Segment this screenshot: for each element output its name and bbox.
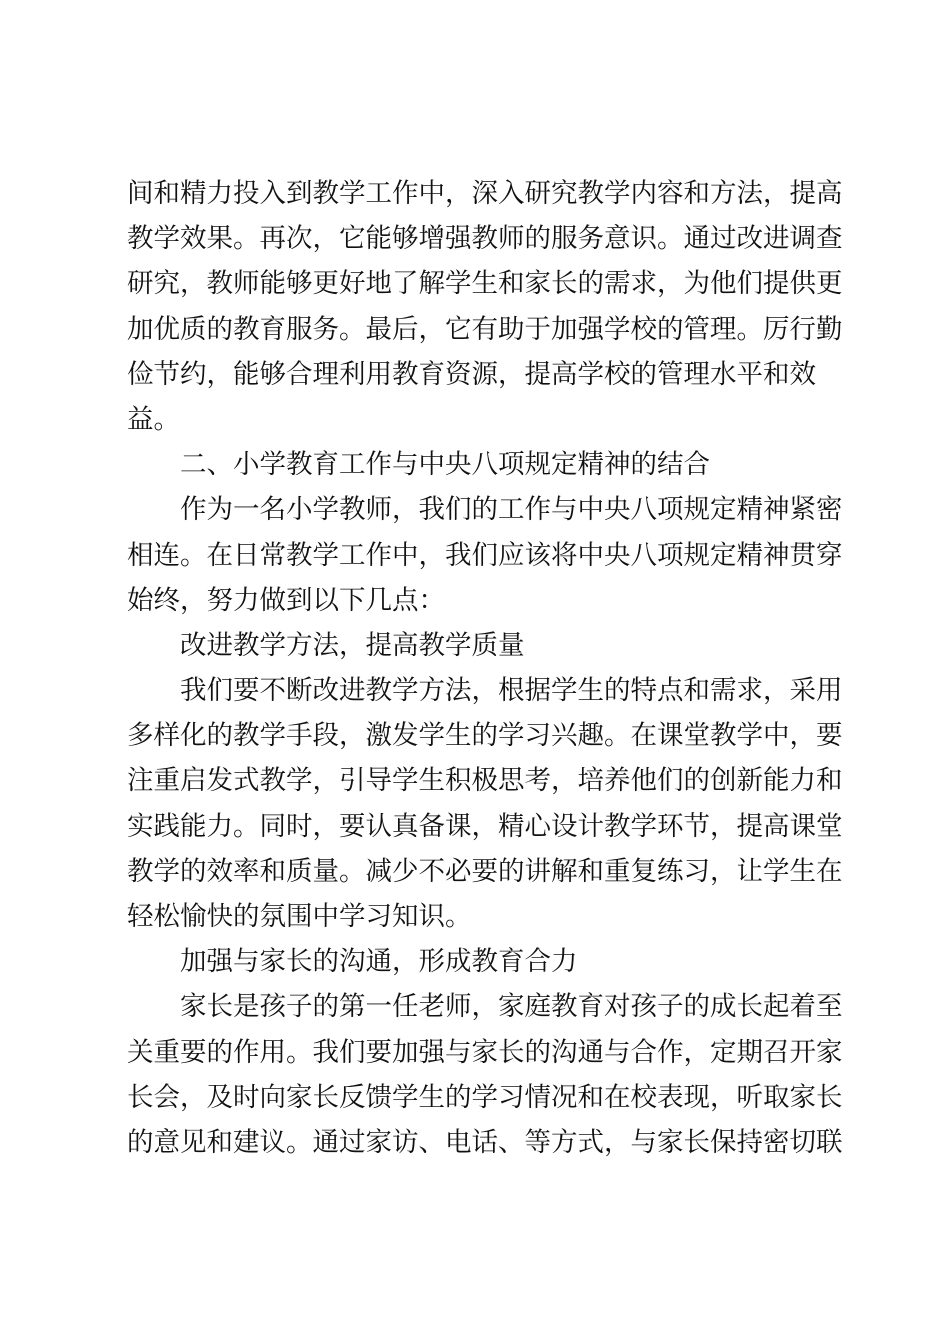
text-line: 关重要的作用。我们要加强与家长的沟通与合作，定期召开家 bbox=[127, 1036, 843, 1068]
text-line: 的意见和建议。通过家访、电话、等方式，与家长保持密切联 bbox=[127, 1126, 843, 1158]
text-line: 轻松愉快的氛围中学习知识。 bbox=[127, 901, 472, 932]
text-line: 研究，教师能够更好地了解学生和家长的需求，为他们提供更 bbox=[127, 268, 843, 300]
text-line: 教学的效率和质量。减少不必要的讲解和重复练习，让学生在 bbox=[127, 855, 843, 887]
text-line: 俭节约，能够合理利用教育资源，提高学校的管理水平和效 bbox=[127, 358, 816, 390]
text-line: 长会，及时向家长反馈学生的学习情况和在校表现，听取家长 bbox=[127, 1081, 843, 1113]
text-line: 间和精力投入到教学工作中，深入研究教学内容和方法，提高 bbox=[127, 178, 843, 209]
subsection-heading: 加强与家长的沟通，形成教育合力 bbox=[180, 946, 578, 978]
text-line: 作为一名小学教师，我们的工作与中央八项规定精神紧密 bbox=[180, 494, 843, 526]
section-heading: 二、小学教育工作与中央八项规定精神的结合 bbox=[180, 449, 710, 481]
text-line: 家长是孩子的第一任老师，家庭教育对孩子的成长起着至 bbox=[180, 991, 843, 1023]
text-line: 注重启发式教学，引导学生积极思考，培养他们的创新能力和 bbox=[127, 765, 843, 797]
text-line: 加优质的教育服务。最后，它有助于加强学校的管理。厉行勤 bbox=[127, 313, 843, 345]
text-line: 多样化的教学手段，激发学生的学习兴趣。在课堂教学中，要 bbox=[127, 720, 843, 752]
text-line: 相连。在日常教学工作中，我们应该将中央八项规定精神贯穿 bbox=[127, 539, 843, 571]
text-line: 教学效果。再次，它能够增强教师的服务意识。通过改进调查 bbox=[127, 223, 843, 255]
subsection-heading: 改进教学方法，提高教学质量 bbox=[180, 629, 525, 661]
text-line: 我们要不断改进教学方法，根据学生的特点和需求，采用 bbox=[180, 675, 843, 707]
document-page bbox=[127, 171, 843, 1165]
text-line: 实践能力。同时，要认真备课，精心设计教学环节，提高课堂 bbox=[127, 810, 843, 842]
text-line: 益。 bbox=[127, 403, 180, 435]
text-line: 始终，努力做到以下几点： bbox=[127, 584, 445, 616]
